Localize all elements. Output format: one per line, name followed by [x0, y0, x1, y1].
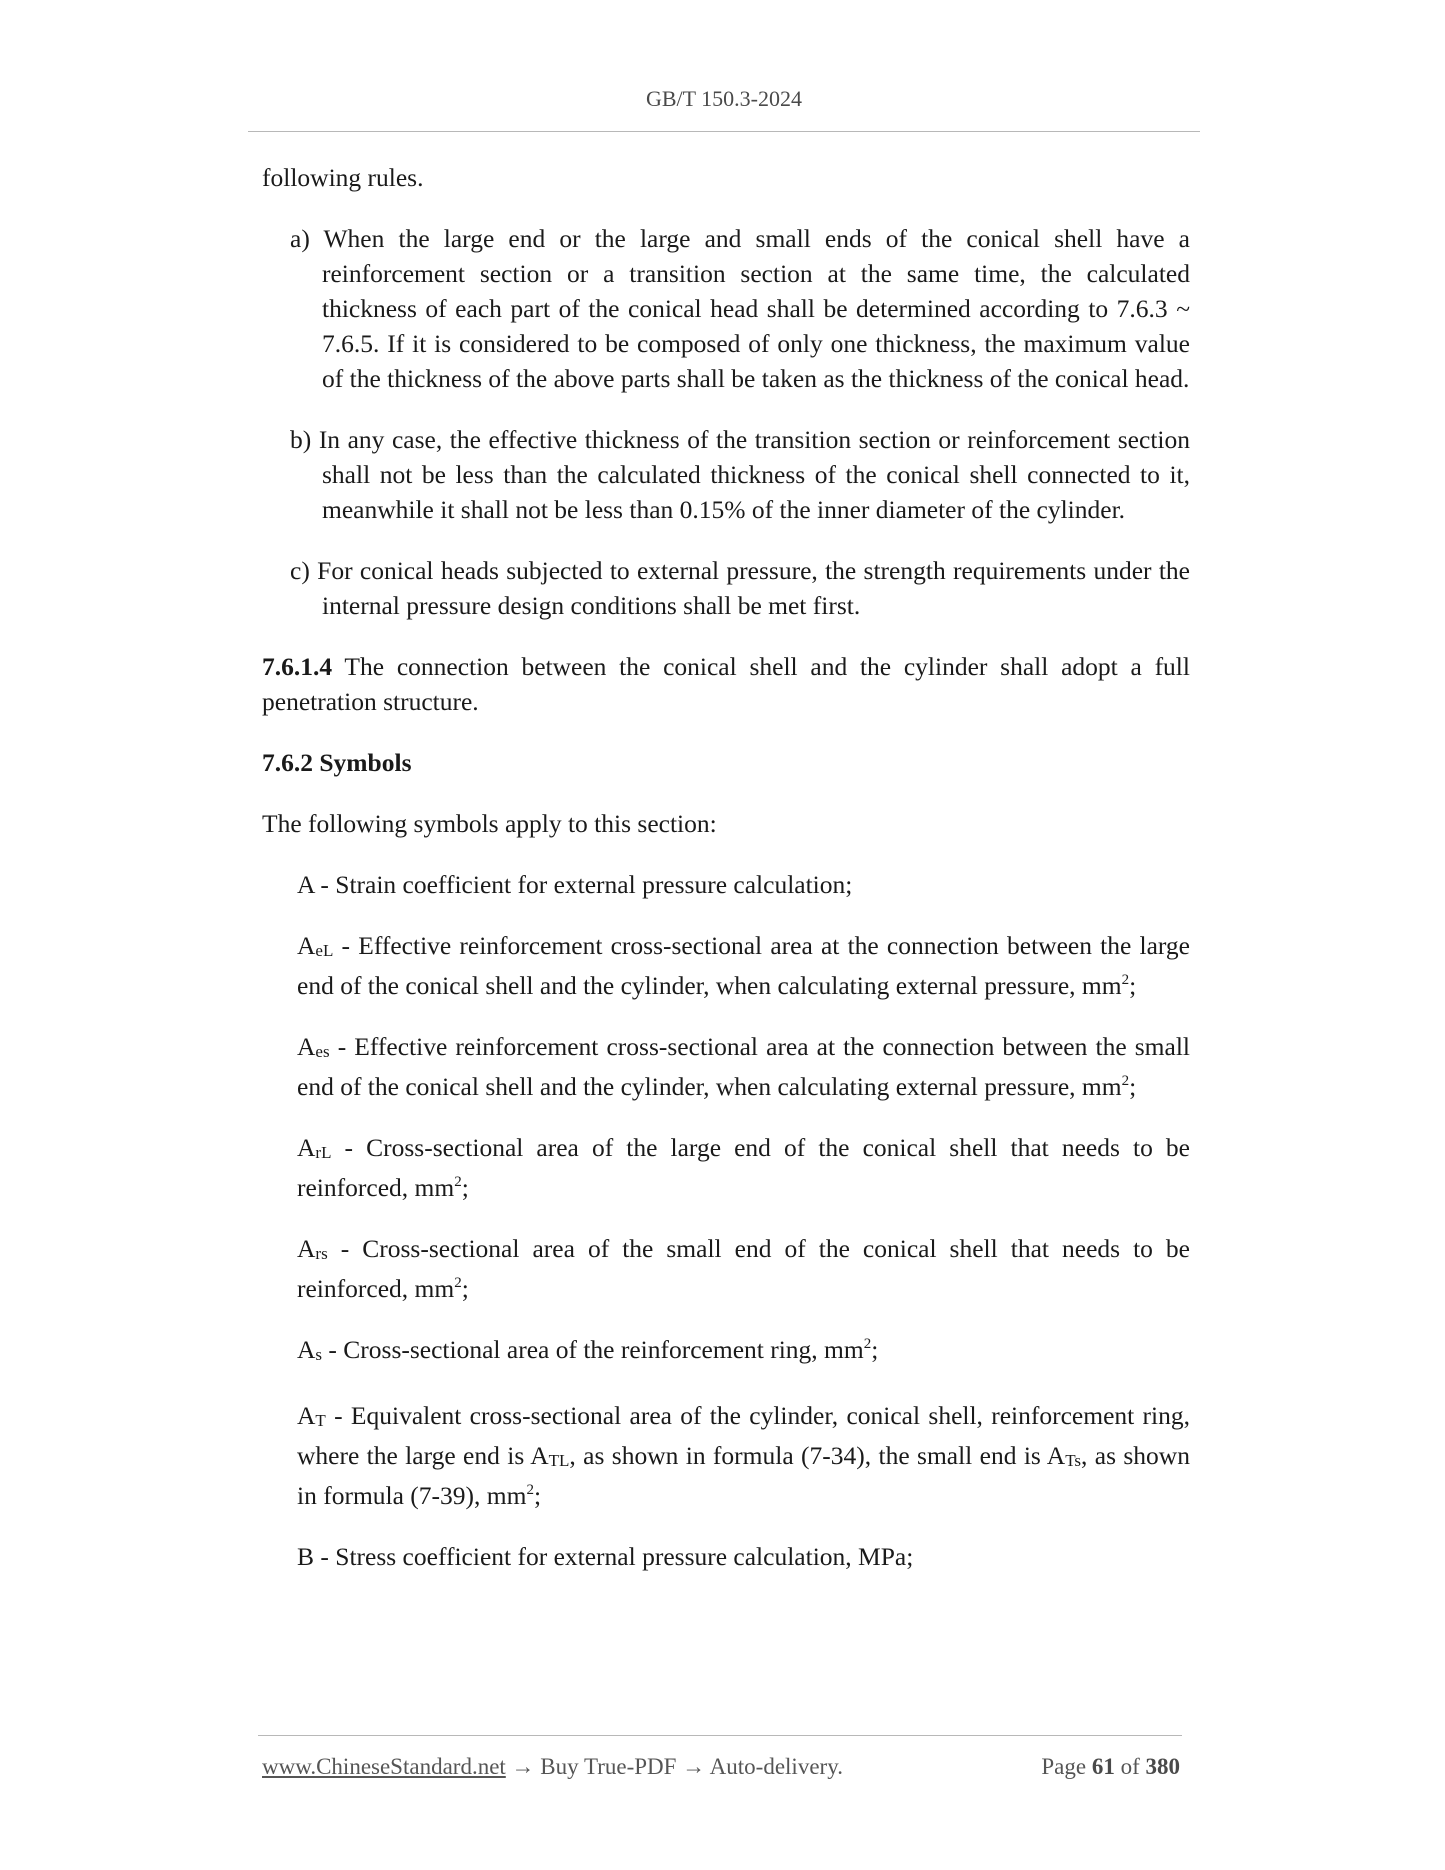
rule-label: a) — [290, 224, 310, 253]
symbol-end: ; — [1129, 971, 1137, 1000]
symbol: A — [297, 931, 316, 960]
symbol-subscript: Ts — [1065, 1451, 1082, 1470]
symbol-end: ; — [461, 1274, 469, 1303]
symbol-subscript: s — [315, 1345, 323, 1364]
page-label: Page — [1041, 1754, 1087, 1779]
rule-text: When the large end or the large and small ends of the conical shell have a reinforcement section or a transition section at the same time, the calculated thickness of each part of the conical head shall be determined according to 7.6.3 ~ 7.6.5. If it is considered to be composed of only one thickness, the maximum value of the thickness of the above parts shall be taken as the thickness of the conical head. — [322, 224, 1190, 393]
symbol: A — [297, 1133, 316, 1162]
rule-c — [290, 553, 1190, 623]
unit-exponent: 2 — [526, 1482, 534, 1498]
of-label: of — [1120, 1754, 1140, 1779]
symbol-subscript: es — [315, 1042, 330, 1061]
footer-divider — [258, 1735, 1182, 1736]
clause-number: 7.6.1.4 — [262, 652, 333, 681]
unit-exponent: 2 — [863, 1336, 872, 1352]
symbol: A — [297, 1234, 316, 1263]
symbol: A — [297, 1401, 316, 1430]
symbol-desc: - Cross-sectional area of the small end of the conical shell that needs to be reinforced, mm — [297, 1234, 1190, 1303]
symbol-desc: , as shown in formula (7-34), the small end is A — [569, 1441, 1066, 1470]
symbol-desc: - Effective reinforcement cross-sectional area at the connection between the small end of the conical shell and the cylinder, when calculating external pressure, mm — [297, 1032, 1190, 1101]
symbol-end: ; — [461, 1173, 469, 1202]
symbol-subscript: rL — [315, 1143, 332, 1162]
section-heading: 7.6.2 Symbols — [262, 748, 412, 777]
symbol-desc: - Cross-sectional area of the reinforcement ring, mm — [322, 1335, 864, 1364]
symbol-Ars — [297, 1231, 1190, 1306]
symbol-end: ; — [871, 1335, 879, 1364]
symbol: B — [297, 1542, 315, 1571]
page-content — [262, 160, 1190, 1600]
symbol-AT — [297, 1398, 1190, 1513]
buy-text: Buy True-PDF — [540, 1754, 677, 1779]
symbol-A — [297, 867, 1190, 902]
arrow-icon: → — [676, 1754, 710, 1779]
symbol-As — [297, 1332, 1190, 1372]
symbol-Aes — [297, 1029, 1190, 1104]
site-link[interactable]: www.ChineseStandard.net — [262, 1754, 506, 1779]
symbol-ArL — [297, 1130, 1190, 1205]
section-intro: The following symbols apply to this section: — [262, 809, 717, 838]
symbol-end: ; — [1129, 1072, 1137, 1101]
unit-exponent: 2 — [454, 1174, 462, 1190]
symbol-desc: , as shown in formula (7-39), mm — [297, 1441, 1190, 1510]
symbol-end: ; — [533, 1481, 542, 1510]
page-number — [1041, 1754, 1180, 1780]
symbol-subscript: eL — [315, 941, 334, 960]
symbol-subscript: rs — [315, 1244, 328, 1263]
symbol-subscript: T — [315, 1411, 326, 1430]
current-page: 61 — [1091, 1754, 1115, 1779]
document-header: GB/T 150.3-2024 — [645, 86, 803, 111]
symbol-desc: - Effective reinforcement cross-sectional area at the connection between the large end of the conical shell and the cylinder, when calculating external pressure, mm — [297, 931, 1190, 1000]
rule-label: b) — [290, 425, 312, 454]
symbol: A — [297, 1032, 316, 1061]
total-pages: 380 — [1145, 1754, 1180, 1779]
rule-text: For conical heads subjected to external pressure, the strength requirements under the internal pressure design conditions shall be met first. — [317, 556, 1190, 620]
symbol-B — [297, 1539, 1190, 1574]
rule-b — [290, 422, 1190, 527]
symbol: A — [297, 870, 315, 899]
symbol-subscript: TL — [548, 1451, 570, 1470]
symbol-desc: - Stress coefficient for external pressure calculation, MPa; — [314, 1542, 914, 1571]
header-divider — [248, 131, 1200, 132]
clause-text: The connection between the conical shell and the cylinder shall adopt a full penetration structure. — [262, 652, 1190, 716]
rule-a — [290, 221, 1190, 396]
intro-text: following rules. — [262, 163, 424, 192]
symbol-desc: - Equivalent cross-sectional area of the cylinder, conical shell, reinforcement ring, where the large end is A — [297, 1401, 1190, 1470]
symbol-desc: - Strain coefficient for external pressure calculation; — [314, 870, 853, 899]
symbol-AeL — [297, 928, 1190, 1003]
unit-exponent: 2 — [1121, 972, 1130, 988]
unit-exponent: 2 — [1121, 1073, 1130, 1089]
rule-label: c) — [290, 556, 310, 585]
footer-promo — [262, 1754, 843, 1780]
delivery-text: Auto-delivery. — [709, 1754, 843, 1779]
unit-exponent: 2 — [454, 1275, 462, 1291]
rule-text: In any case, the effective thickness of the transition section or reinforcement section shall not be less than the calculated thickness of the conical shell connected to it, meanwhile it shall not be less than 0.15% of the inner diameter of the cylinder. — [318, 425, 1190, 524]
symbol: A — [297, 1335, 316, 1364]
clause-7-6-1-4 — [262, 649, 1190, 719]
symbol-desc: - Cross-sectional area of the large end of the conical shell that needs to be reinforced, mm — [297, 1133, 1190, 1202]
arrow-icon: → — [505, 1754, 541, 1779]
